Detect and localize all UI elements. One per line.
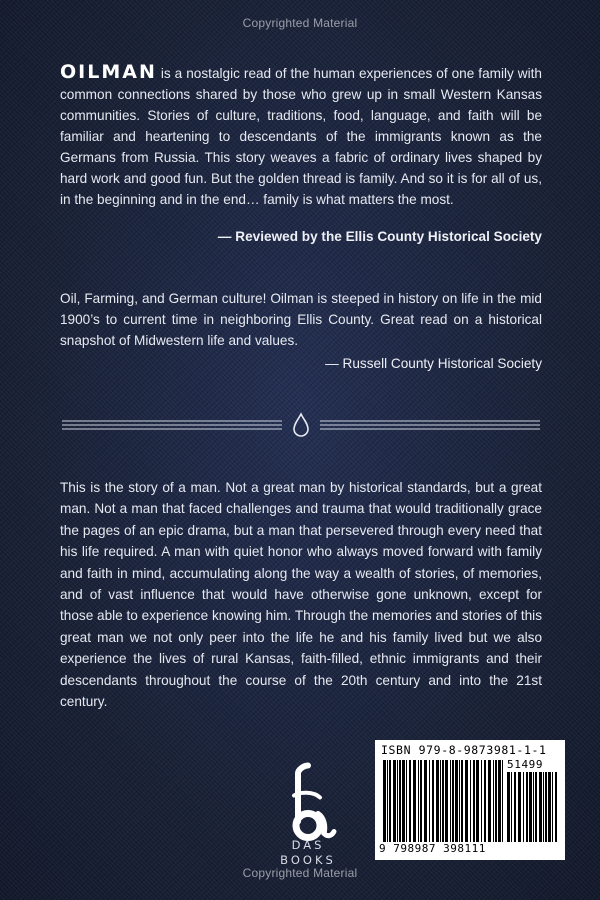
barcode-bar bbox=[397, 760, 398, 842]
publisher-name-line1: DAS bbox=[291, 838, 325, 852]
price-code: 51499 bbox=[507, 758, 544, 771]
barcode-bar bbox=[488, 760, 491, 842]
barcode-bar bbox=[424, 760, 427, 842]
barcode-bar bbox=[461, 760, 463, 842]
story-description: This is the story of a man. Not a great man by historical standards, but a great man. Not a man that faced challenges and trauma that would traditionally grace the pages of an epic drama, but a man that persevered through every need that his life required. A man with quiet honor who always moved forward with family and faith in mind, accumulating along the way a wealth of stories, of memories, and of vast influence that would have otherwise gone unknown, except for those able to experience knowing him. Through the memories and stories of this great man we not only peer into the life he and his family lived but we also experience the lives of rural Kansas, faith-filled, ethnic immigrants and their descendants throughout the course of the 20th century and into the 21st century. bbox=[60, 480, 542, 710]
barcode-bar bbox=[450, 760, 451, 842]
barcode-bar bbox=[502, 760, 503, 842]
barcode-bar bbox=[442, 760, 444, 842]
barcode-bar bbox=[418, 760, 419, 842]
publisher-name-line2: BOOKS bbox=[280, 853, 336, 867]
barcode-bar bbox=[518, 772, 521, 842]
isbn-barcode bbox=[375, 740, 565, 860]
barcode-bar bbox=[495, 760, 497, 842]
barcode-bar bbox=[526, 772, 528, 842]
barcode-bar bbox=[436, 760, 439, 842]
barcode-bar bbox=[432, 760, 434, 842]
barcode-bar bbox=[470, 760, 471, 842]
barcode-bar bbox=[555, 772, 557, 842]
barcode-bar bbox=[393, 760, 396, 842]
barcode-bar bbox=[402, 760, 405, 842]
barcode-bar bbox=[533, 772, 534, 842]
barcode-bar bbox=[498, 760, 501, 842]
barcode-bar bbox=[493, 760, 494, 842]
review-2-attribution: — Russell County Historical Society bbox=[325, 356, 542, 371]
barcode-bar bbox=[389, 760, 391, 842]
barcode-bar bbox=[409, 760, 411, 842]
barcode-bar bbox=[545, 772, 547, 842]
watermark-top: Copyrighted Material bbox=[242, 16, 358, 30]
barcode-bar bbox=[535, 772, 537, 842]
barcode-bar bbox=[383, 760, 386, 842]
barcode-bar bbox=[511, 772, 512, 842]
barcode-bar bbox=[473, 760, 475, 842]
barcode-bar bbox=[445, 760, 448, 842]
barcode-bar bbox=[539, 772, 542, 842]
book-title-word: OILMAN bbox=[60, 61, 157, 83]
barcode-bar bbox=[406, 760, 407, 842]
review-1-attribution: — Reviewed by the Ellis County Historical Society bbox=[217, 229, 542, 244]
watermark-bottom: Copyrighted Material bbox=[242, 866, 358, 880]
review-2-text: Oil, Farming, and German culture! Oilman is steeped in history on life in the mid 1900’s to current time in neighboring Ellis County. Great read on a historical snapshot of Midwestern life and values. bbox=[60, 291, 542, 348]
barcode-bar bbox=[514, 772, 516, 842]
review-1-text: is a nostalgic read of the human experiences of one family with common connections shared by those who grew up in small Western Kansas communities. Stories of culture, traditions, food, language, and faith will be familiar and heartening to descendants of the immigrants known as the Germans from Russia. This story weaves a fabric of ordinary lives shaped by hard work and good fun. But the golden thread is family. And so it is for all of us, in the beginning and in the end… family is what matters the most. bbox=[60, 66, 542, 207]
barcode-bar bbox=[481, 760, 482, 842]
isbn-number: ISBN 979-8-9873981-1-1 bbox=[381, 743, 547, 757]
barcode-bar bbox=[543, 772, 544, 842]
barcode-bar bbox=[452, 760, 454, 842]
barcode-bar bbox=[440, 760, 441, 842]
barcode-bar bbox=[552, 772, 553, 842]
barcode-bar bbox=[507, 772, 510, 842]
barcode-bar bbox=[484, 760, 486, 842]
barcode-bar bbox=[476, 760, 479, 842]
barcode-bar bbox=[459, 760, 460, 842]
review-1 bbox=[60, 62, 542, 210]
barcode-bar bbox=[399, 760, 401, 842]
barcode-bar bbox=[429, 760, 430, 842]
barcode-bar bbox=[455, 760, 458, 842]
barcode-bar bbox=[548, 772, 551, 842]
drop-icon bbox=[294, 414, 308, 436]
barcode-bar bbox=[529, 772, 532, 842]
barcode-bar bbox=[465, 760, 468, 842]
ean-digits: 9 798987 398111 bbox=[379, 842, 486, 855]
barcode-bar bbox=[523, 772, 524, 842]
barcode-bar bbox=[413, 760, 416, 842]
ornamental-divider bbox=[62, 410, 540, 440]
barcode-bar bbox=[420, 760, 422, 842]
barcode-bar bbox=[387, 760, 388, 842]
